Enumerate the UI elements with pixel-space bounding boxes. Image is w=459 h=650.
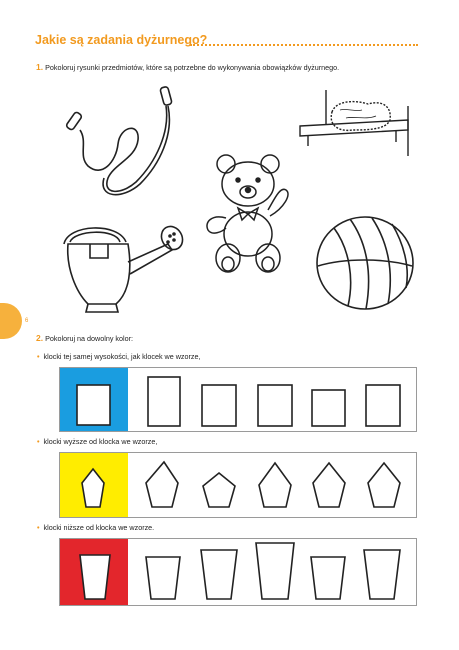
skipping-rope-picture[interactable] [58, 82, 188, 202]
title-dotted-line [190, 44, 418, 46]
row3-block-4 [311, 557, 345, 599]
bullet-icon: • [37, 437, 40, 446]
bullet-icon: • [37, 352, 40, 361]
row3-block-1 [146, 557, 180, 599]
row2-blocks-drawing [60, 453, 416, 517]
ball-picture[interactable] [314, 214, 416, 312]
row1-blocks [59, 367, 417, 432]
row1-label [37, 352, 201, 361]
watering-can-picture[interactable] [58, 218, 190, 318]
teddy-bear-picture[interactable] [196, 150, 300, 278]
row2-block-1 [146, 462, 178, 507]
row3-label [37, 523, 154, 532]
sponge-on-shelf-picture[interactable] [296, 86, 416, 162]
row1-block-2 [202, 385, 236, 426]
row2-label [37, 437, 157, 446]
row2-block-3 [259, 463, 291, 507]
page-number: 6 [25, 318, 29, 324]
row2-blocks [59, 452, 417, 518]
task1-text: Pokoloruj rysunki przedmiotów, które są potrzebne do wykonywania obowiązków dyżurnego. [45, 63, 340, 72]
row1-block-4 [312, 390, 345, 426]
task2-number: 2. [36, 333, 44, 343]
row3-block-2 [201, 550, 237, 599]
task1-instruction [36, 62, 339, 72]
row1-block-1 [148, 377, 180, 426]
row1-block-3 [258, 385, 292, 426]
page-title: Jakie są zadania dyżurnego? [35, 33, 208, 47]
task1-number: 1. [36, 62, 44, 72]
task2-instruction [36, 333, 133, 343]
row3-blocks [59, 538, 417, 606]
row2-block-4 [313, 463, 345, 507]
row2-block-2 [203, 473, 235, 507]
page-tab [0, 303, 22, 339]
row3-sample-block [80, 555, 110, 599]
task2-text: Pokoloruj na dowolny kolor: [45, 334, 133, 343]
row1-block-5 [366, 385, 400, 426]
bullet-icon: • [37, 523, 40, 532]
row3-block-3 [256, 543, 294, 599]
row2-label-text: klocki wyższe od klocka we wzorze, [43, 437, 158, 446]
row3-blocks-drawing [60, 539, 416, 605]
row1-sample-block [77, 385, 110, 425]
row3-label-text: klocki niższe od klocka we wzorze. [43, 523, 155, 532]
row1-blocks-drawing [60, 368, 416, 431]
row2-sample-block [82, 469, 104, 507]
row3-block-5 [364, 550, 400, 599]
row2-block-5 [368, 463, 400, 507]
row1-label-text: klocki tej samej wysokości, jak klocek we wzorze, [43, 352, 201, 361]
